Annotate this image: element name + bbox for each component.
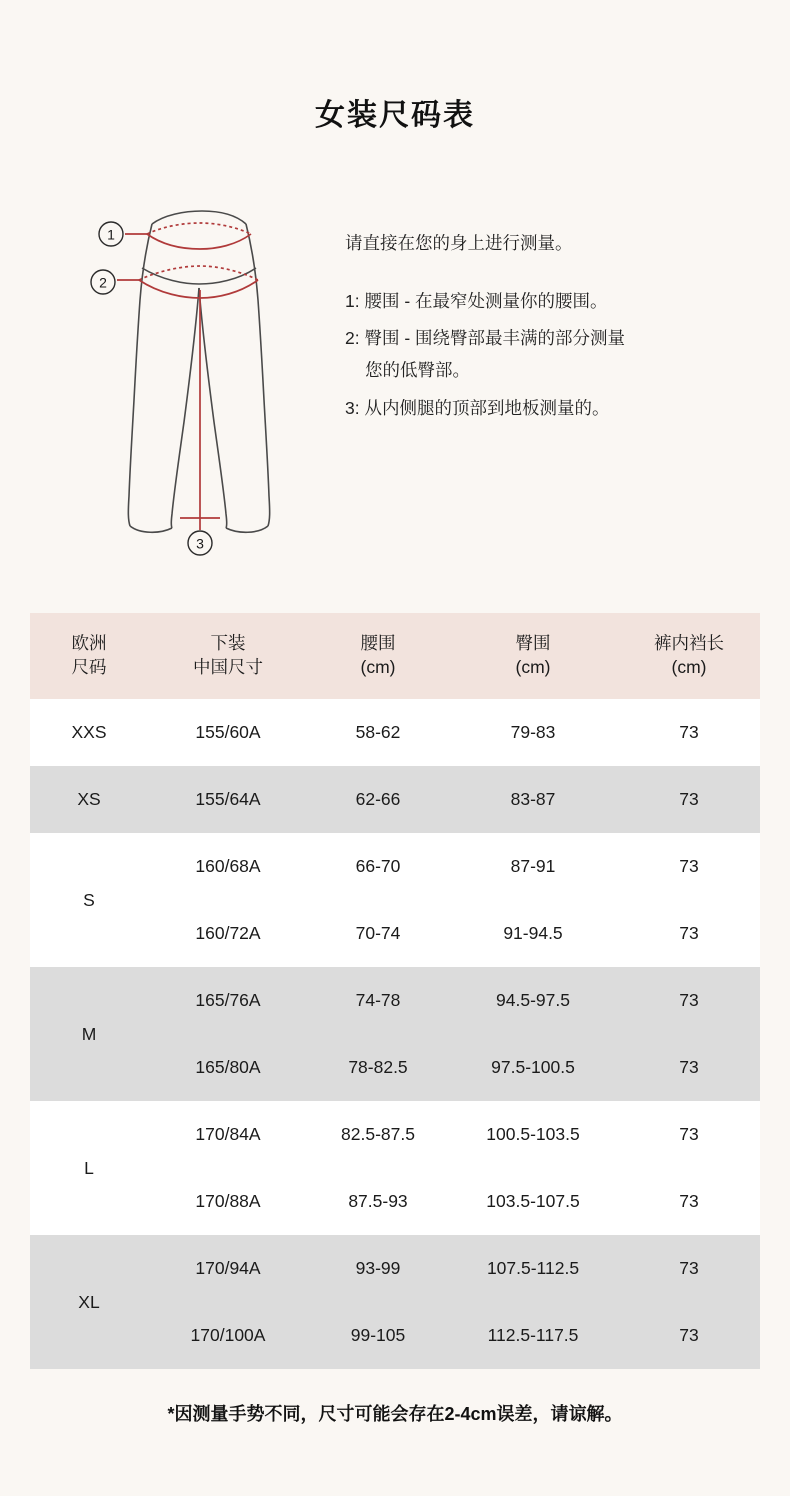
- header-cn-size-line2: 中国尺寸: [193, 657, 263, 677]
- cell-eu-size: XS: [30, 766, 148, 833]
- cell-hip: 112.5-117.5: [448, 1302, 618, 1369]
- cell-hip: 103.5-107.5: [448, 1168, 618, 1235]
- badge-3-label: 3: [196, 535, 204, 552]
- measurement-disclaimer: *因测量手势不同，尺寸可能会存在2-4cm误差，请谅解。: [167, 1404, 623, 1424]
- header-eu-size: [30, 613, 148, 699]
- cell-inseam: 73: [618, 1235, 760, 1302]
- cell-inseam: 73: [618, 699, 760, 766]
- cell-hip: 79-83: [448, 699, 618, 766]
- size-table-body: [30, 699, 760, 1369]
- cell-eu-size: XL: [30, 1235, 148, 1369]
- cell-hip: 83-87: [448, 766, 618, 833]
- instruction-inseam: 3: 从内侧腿的顶部到地板测量的。: [345, 397, 610, 418]
- header-eu-size-line1: 欧洲: [71, 633, 107, 654]
- instruction-hip: 2: 臀围 - 围绕臀部最丰满的部分测量: [345, 328, 626, 349]
- cell-waist: 87.5-93: [308, 1168, 448, 1235]
- size-table: [30, 613, 760, 1369]
- cell-waist: 58-62: [308, 699, 448, 766]
- table-row: [30, 766, 760, 833]
- cell-inseam: 73: [618, 833, 760, 900]
- header-cn-size-line1: 下装: [210, 633, 246, 654]
- cell-inseam: 73: [618, 900, 760, 967]
- cell-cn-size: 160/72A: [148, 900, 308, 967]
- cell-waist: 62-66: [308, 766, 448, 833]
- cell-waist: 66-70: [308, 833, 448, 900]
- cell-cn-size: 170/84A: [148, 1101, 308, 1168]
- cell-cn-size: 155/60A: [148, 699, 308, 766]
- header-waist-line2: (cm): [360, 657, 396, 677]
- cell-waist: 82.5-87.5: [308, 1101, 448, 1168]
- table-row: [30, 833, 760, 900]
- header-cn-size: [148, 613, 308, 699]
- measurement-instructions: [345, 232, 765, 434]
- cell-hip: 94.5-97.5: [448, 967, 618, 1034]
- cell-hip: 91-94.5: [448, 900, 618, 967]
- table-row: [30, 967, 760, 1034]
- cell-eu-size: M: [30, 967, 148, 1101]
- cell-cn-size: 155/64A: [148, 766, 308, 833]
- cell-eu-size: S: [30, 833, 148, 967]
- cell-cn-size: 170/94A: [148, 1235, 308, 1302]
- header-inseam-line1: 裤内裆长: [654, 633, 724, 654]
- cell-inseam: 73: [618, 766, 760, 833]
- header-hip-line1: 臀围: [515, 633, 551, 654]
- header-waist: [308, 613, 448, 699]
- page-title: 女装尺码表: [315, 99, 475, 132]
- cell-waist: 70-74: [308, 900, 448, 967]
- cell-cn-size: 165/80A: [148, 1034, 308, 1101]
- table-header-row: [30, 613, 760, 699]
- table-row: [30, 699, 760, 766]
- header-inseam: [618, 613, 760, 699]
- instruction-waist: 1: 腰围 - 在最窄处测量你的腰围。: [345, 290, 608, 311]
- cell-eu-size: XXS: [30, 699, 148, 766]
- cell-inseam: 73: [618, 1034, 760, 1101]
- header-waist-line1: 腰围: [360, 633, 396, 654]
- table-row: [30, 1235, 760, 1302]
- cell-hip: 97.5-100.5: [448, 1034, 618, 1101]
- instruction-hip-cont: 您的低臀部。: [365, 359, 470, 380]
- cell-waist: 78-82.5: [308, 1034, 448, 1101]
- cell-inseam: 73: [618, 1168, 760, 1235]
- cell-eu-size: L: [30, 1101, 148, 1235]
- cell-hip: 100.5-103.5: [448, 1101, 618, 1168]
- size-table-wrapper: [30, 613, 760, 1369]
- badge-1-label: 1: [107, 226, 115, 243]
- cell-cn-size: 165/76A: [148, 967, 308, 1034]
- cell-cn-size: 160/68A: [148, 833, 308, 900]
- instruction-lead: 请直接在您的身上进行测量。: [345, 233, 573, 253]
- header-hip-line2: (cm): [515, 657, 551, 677]
- table-row: [30, 1101, 760, 1168]
- cell-cn-size: 170/100A: [148, 1302, 308, 1369]
- lower-body-measurement-diagram: [84, 196, 324, 566]
- cell-cn-size: 170/88A: [148, 1168, 308, 1235]
- cell-waist: 74-78: [308, 967, 448, 1034]
- cell-hip: 107.5-112.5: [448, 1235, 618, 1302]
- cell-waist: 99-105: [308, 1302, 448, 1369]
- cell-inseam: 73: [618, 1302, 760, 1369]
- header-inseam-line2: (cm): [671, 657, 707, 677]
- cell-inseam: 73: [618, 1101, 760, 1168]
- cell-waist: 93-99: [308, 1235, 448, 1302]
- cell-hip: 87-91: [448, 833, 618, 900]
- header-eu-size-line2: 尺码: [71, 657, 107, 677]
- header-hip: [448, 613, 618, 699]
- badge-2-label: 2: [99, 274, 107, 291]
- cell-inseam: 73: [618, 967, 760, 1034]
